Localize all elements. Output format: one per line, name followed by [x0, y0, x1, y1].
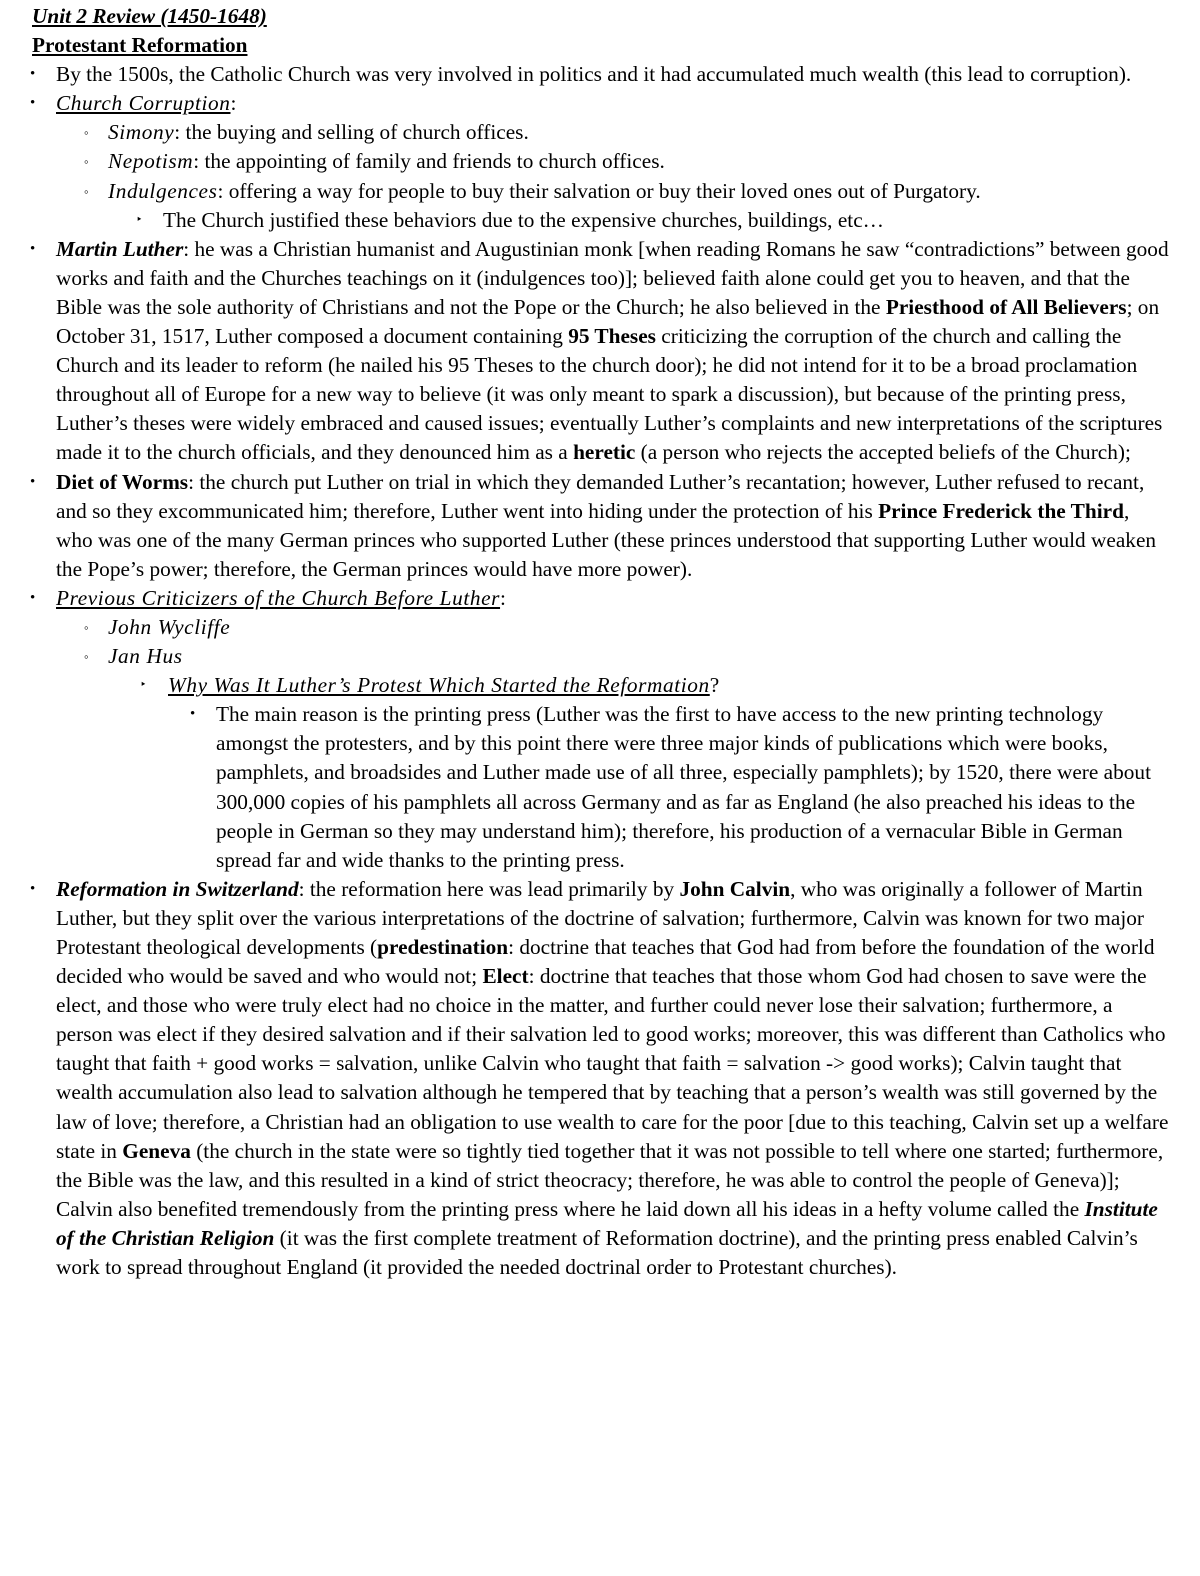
list-item: • Church Corruption: — [32, 89, 1170, 118]
bullet-marker: ◦ — [84, 125, 89, 141]
document-title: Unit 2 Review (1450-1648) — [32, 4, 267, 28]
list-item: • Diet of Worms: the church put Luther on trial in which they demanded Luther’s recantation; however, Luther refused to recant, and so they excommunicated him; therefore, Luther went into hiding under the protection of his Prince Frederick the Third, who was one of the many German princes who supported Luther (these princes understood that supporting Luther would weaken the Pope’s power; therefore, the German princes would have more power). — [30, 469, 1157, 581]
term: Diet of Worms — [56, 469, 189, 494]
subheading: Church Corruption — [56, 91, 231, 116]
list-item — [32, 206, 1170, 235]
list-item — [32, 613, 1170, 642]
item-text: The Church justified these behaviors due to the expensive churches, buildings, etc… — [163, 207, 884, 232]
list-item: ◦ Nepotism: the appointing of family and friends to church offices. — [32, 147, 1170, 176]
list-item — [32, 60, 1170, 89]
list-item — [32, 642, 1170, 671]
bullet-marker: • — [30, 473, 36, 490]
list-item: • Martin Luther: he was a Christian humanist and Augustinian monk [when reading Romans he saw “contradictions” between good works and faith and the Churches teachings on it (indulgences too)]; believed faith alone could get you to heaven, and that the Bible was the sole authority of Christians and not the Pope or the Church; he also believed in the Priesthood of All Believers; on October 31, 1517, Luther composed a document containing 95 Theses criticizing the corruption of the church and calling the Church and its leader to reform (he nailed his 95 Theses to the church door); he did not intend for it to be a broad proclamation throughout all of Europe for a new way to believe (it was only meant to spark a discussion), but because of the printing press, Luther’s theses were widely embraced and caused issues; eventually Luther’s complaints and new interpretations of the scriptures made it to the church officials, and they denounced him as a heretic (a person who rejects the accepted beliefs of the Church); — [30, 236, 1169, 465]
bullet-marker: ◦ — [84, 154, 89, 170]
list-item: • Reformation in Switzerland: the reformation here was lead primarily by John Calvin, who was originally a follower of Martin Luther, but they split over the various interpretations of the doctrine of salvation; furthermore, Calvin was known for two major Protestant theological developments (predestination: doctrine that teaches that God had from before the foundation of the world decided who would be saved and who would not; Elect: doctrine that teaches that those whom God had chosen to save were the elect, and those who were truly elect had no choice in the matter, and further could never lose their salvation; furthermore, a person was elect if they desired salvation and if their salvation led to good works; moreover, this was different than Catholics who taught that faith + good works = salvation, unlike Calvin who taught that faith = salvation -> good works); Calvin taught that wealth accumulation also lead to salvation although he tempered that by teaching that a person’s wealth was still governed by the law of love; therefore, a Christian had an obligation to use wealth to care for the poor [due to this teaching, Calvin set up a welfare state in Geneva (the church in the state were so tightly tied together that it was not possible to tell where one started; furthermore, the Bible was the law, and this resulted in a kind of strict theocracy; therefore, he was able to control the people of Geneva)]; Calvin also benefited tremendously from the printing press where he laid down all his ideas in a hefty volume called the Institute of the Christian Religion (it was the first complete treatment of Reformation doctrine), and the printing press enabled Calvin’s work to spread throughout England (it provided the needed doctrinal order to Protestant churches). — [30, 876, 1169, 1280]
item-text: John Wycliffe — [108, 614, 231, 639]
bullet-marker: ◦ — [84, 649, 89, 665]
outline-list — [32, 60, 1170, 1282]
list-item: ◦ Indulgences: offering a way for people to buy their salvation or buy their loved ones out of Purgatory. — [32, 177, 1170, 206]
bullet-marker: • — [30, 240, 36, 257]
item-text: By the 1500s, the Catholic Church was very involved in politics and it had accumulated much wealth (this lead to corruption). — [56, 62, 1132, 87]
section-heading: Protestant Reformation — [32, 33, 248, 58]
term: Reformation in Switzerland — [56, 876, 299, 901]
term: Nepotism — [108, 149, 194, 174]
bullet-marker: • — [30, 589, 36, 606]
bullet-marker: ‣ — [136, 213, 143, 226]
term: Simony — [108, 120, 175, 145]
bullet-marker: ‣ — [140, 679, 147, 692]
item-text: Jan Hus — [108, 644, 183, 669]
list-item: • Previous Criticizers of the Church Before Luther: — [32, 584, 1170, 613]
bullet-marker: • — [30, 95, 36, 112]
bullet-marker: • — [30, 880, 36, 897]
bullet-marker: ◦ — [84, 619, 89, 635]
bullet-marker: • — [30, 66, 36, 83]
term: Indulgences — [108, 178, 218, 203]
list-item: ◦ Simony: the buying and selling of church offices. — [32, 118, 1170, 147]
list-item: ‣ Why Was It Luther’s Protest Which Started the Reformation? — [32, 671, 1170, 700]
bullet-marker: • — [190, 706, 196, 723]
item-text: The main reason is the printing press (Luther was the first to have access to the new printing technology amongst the protesters, and by this point there were three major kinds of publications which were books, pamphlets, and broadsides and Luther made use of all three, especially pamphlets); by 1520, there were about 300,000 copies of his pamphlets all across Germany and as far as England (he also preached his ideas to the people in German so they may understand him); therefore, his production of a vernacular Bible in German spread far and wide thanks to the printing press. — [216, 702, 1151, 872]
term: Martin Luther — [56, 236, 184, 261]
subheading: Why Was It Luther’s Protest Which Started the Reformation — [168, 673, 710, 698]
bullet-marker: ◦ — [84, 183, 89, 199]
list-item — [32, 700, 1170, 875]
subheading: Previous Criticizers of the Church Before Luther — [56, 585, 501, 610]
